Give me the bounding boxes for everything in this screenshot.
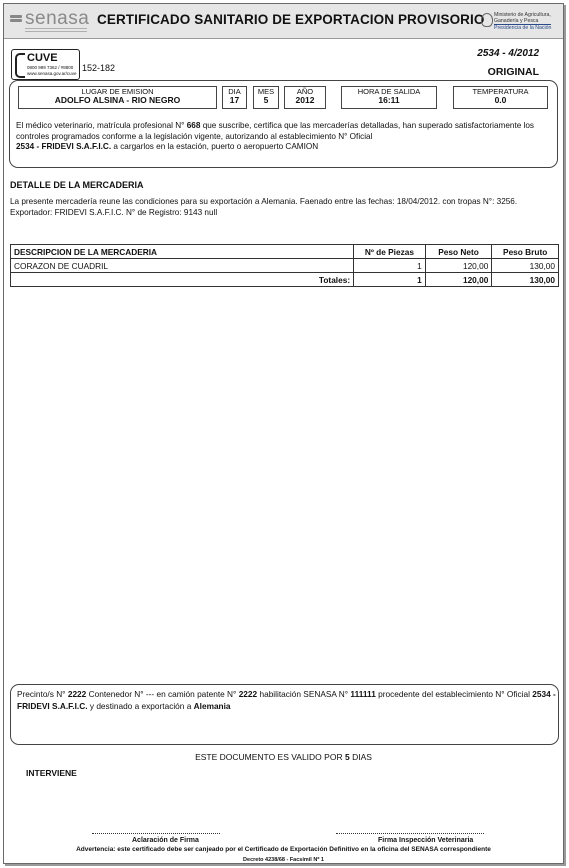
cuve-label: CUVE <box>27 52 58 64</box>
truck-plate: 2222 <box>238 689 258 699</box>
year-cell <box>284 86 326 109</box>
ministry-line-1: Ministerio de Agricultura, <box>494 12 551 18</box>
vet-text-part-3: a cargarlos en la estación, puerto o aeropuerto CAMION <box>113 142 319 151</box>
veterinary-certification-text <box>16 121 554 153</box>
seal-establishment: 2534 - FRIDEVI S.A.F.I.C. <box>17 689 556 711</box>
header-bar <box>4 4 563 39</box>
logo-subline <box>25 28 87 32</box>
national-seal-icon <box>481 13 493 27</box>
totals-pieces: 1 <box>354 273 426 287</box>
warning-text: Advertencia: este certificado debe ser canjeado por el Certificado de Exportación Definitivo en la oficina del SENASA correspondiente <box>76 846 491 853</box>
emission-place-label: LUGAR DE EMISION <box>81 87 154 96</box>
cuve-phone: 0800 999 7362 / #8800 <box>27 65 74 70</box>
row-gross-weight: 130,00 <box>492 259 559 273</box>
col-pieces: Nº de Piezas <box>354 245 426 259</box>
vet-text-part-2: que suscribe, certifica que las mercaderías detalladas, han superado satisfactoriamente los controles programados conforme a la legislación vigente, autorizando al establecimiento N° Oficial <box>16 121 535 141</box>
goods-section-title: DETALLE DE LA MERCADERIA <box>10 180 144 190</box>
seal-transport-text <box>17 688 557 712</box>
year-label: AÑO <box>296 87 314 96</box>
habilitation-number: 111111 <box>350 689 376 699</box>
interviene-label: INTERVIENE <box>26 768 77 778</box>
destination-country: Alemania <box>193 701 231 711</box>
totals-net-weight: 120,00 <box>425 273 492 287</box>
seal-number: 2222 <box>67 689 87 699</box>
totals-label: Totales: <box>11 273 354 287</box>
departure-label: HORA DE SALIDA <box>357 87 421 96</box>
validity-days: 5 <box>344 752 350 762</box>
decree-text: Decreto 4238/68 - Facsímil Nº 1 <box>243 857 324 863</box>
signature-line-inspection <box>336 833 484 834</box>
goods-table <box>10 244 559 287</box>
row-description: CORAZON DE CUADRIL <box>11 259 354 273</box>
row-pieces: 1 <box>354 259 426 273</box>
temperature-value: 0.0 <box>494 95 507 105</box>
validity-text-1: ESTE DOCUMENTO ES VALIDO POR <box>195 752 343 762</box>
vet-establishment: 2534 - FRIDEVI S.A.F.I.C. <box>16 142 112 151</box>
vet-text-part-1: El médico veterinario, matrícula profesional N° <box>16 121 185 130</box>
day-value: 17 <box>229 95 240 105</box>
copy-type: ORIGINAL <box>487 66 539 78</box>
cuve-web: www.senasa.gov.ar/cuve <box>27 71 77 76</box>
row-net-weight: 120,00 <box>425 259 492 273</box>
col-net-weight: Peso Neto <box>425 245 492 259</box>
validity-line <box>4 752 563 762</box>
ministry-logo <box>481 10 561 34</box>
senasa-logo-icon <box>10 15 22 24</box>
logo-text: senasa <box>25 8 90 29</box>
ministry-line-2: Ganadería y Pesca <box>494 18 539 24</box>
col-description: DESCRIPCION DE LA MERCADERIA <box>11 245 354 259</box>
totals-gross-weight: 130,00 <box>492 273 559 287</box>
certificate-number: 2534 - 4/2012 <box>477 48 539 59</box>
col-gross-weight: Peso Bruto <box>492 245 559 259</box>
signature-label-clarification: Aclaración de Firma <box>132 837 199 844</box>
seal-box <box>10 684 559 745</box>
emission-place-cell <box>18 86 217 109</box>
totals-row <box>11 273 559 287</box>
document-title: CERTIFICADO SANITARIO DE EXPORTACION PROVISORIO <box>97 12 485 27</box>
certificate-page <box>3 3 564 864</box>
validity-text-2: DIAS <box>352 752 372 762</box>
signature-label-inspection: Firma Inspección Veterinaria <box>378 837 474 844</box>
goods-table-header <box>11 245 559 259</box>
cuve-code: 152-182 <box>82 63 116 73</box>
seal-text-3: habilitación SENASA N° <box>259 689 349 699</box>
emission-box <box>9 80 558 168</box>
temperature-label: TEMPERATURA <box>472 87 529 96</box>
phone-icon <box>15 53 25 78</box>
month-cell <box>253 86 279 109</box>
goods-description: La presente mercadería reune las condiciones para su exportación a Alemania. Faenado entre las fechas: 18/04/2012. con tropas N°: 3256. Exportador: FRIDEVI S.A.F.I.C. N° de Registro: 9143 null <box>10 197 518 217</box>
senasa-logo <box>10 10 92 34</box>
cuve-badge <box>11 49 80 80</box>
signature-line-clarification <box>92 833 220 834</box>
ministry-line-3: Presidencia de la Nación <box>494 25 552 31</box>
day-label: DIA <box>228 87 241 96</box>
month-label: MES <box>257 87 275 96</box>
seal-text-2: Contenedor N° --- en camión patente N° <box>88 689 237 699</box>
departure-cell <box>341 86 437 109</box>
seal-text-1: Precinto/s N° <box>17 689 66 699</box>
seal-text-5: y destinado a exportación a <box>89 701 192 711</box>
seal-text-4: procedente del establecimiento N° Oficial <box>378 689 530 699</box>
year-value: 2012 <box>295 95 315 105</box>
emission-place-value: ADOLFO ALSINA - RIO NEGRO <box>54 95 181 105</box>
departure-value: 16:11 <box>378 95 400 105</box>
vet-license-number: 668 <box>186 121 201 130</box>
temperature-cell <box>453 86 548 109</box>
day-cell <box>222 86 247 109</box>
month-value: 5 <box>263 95 269 105</box>
table-row <box>11 259 559 273</box>
